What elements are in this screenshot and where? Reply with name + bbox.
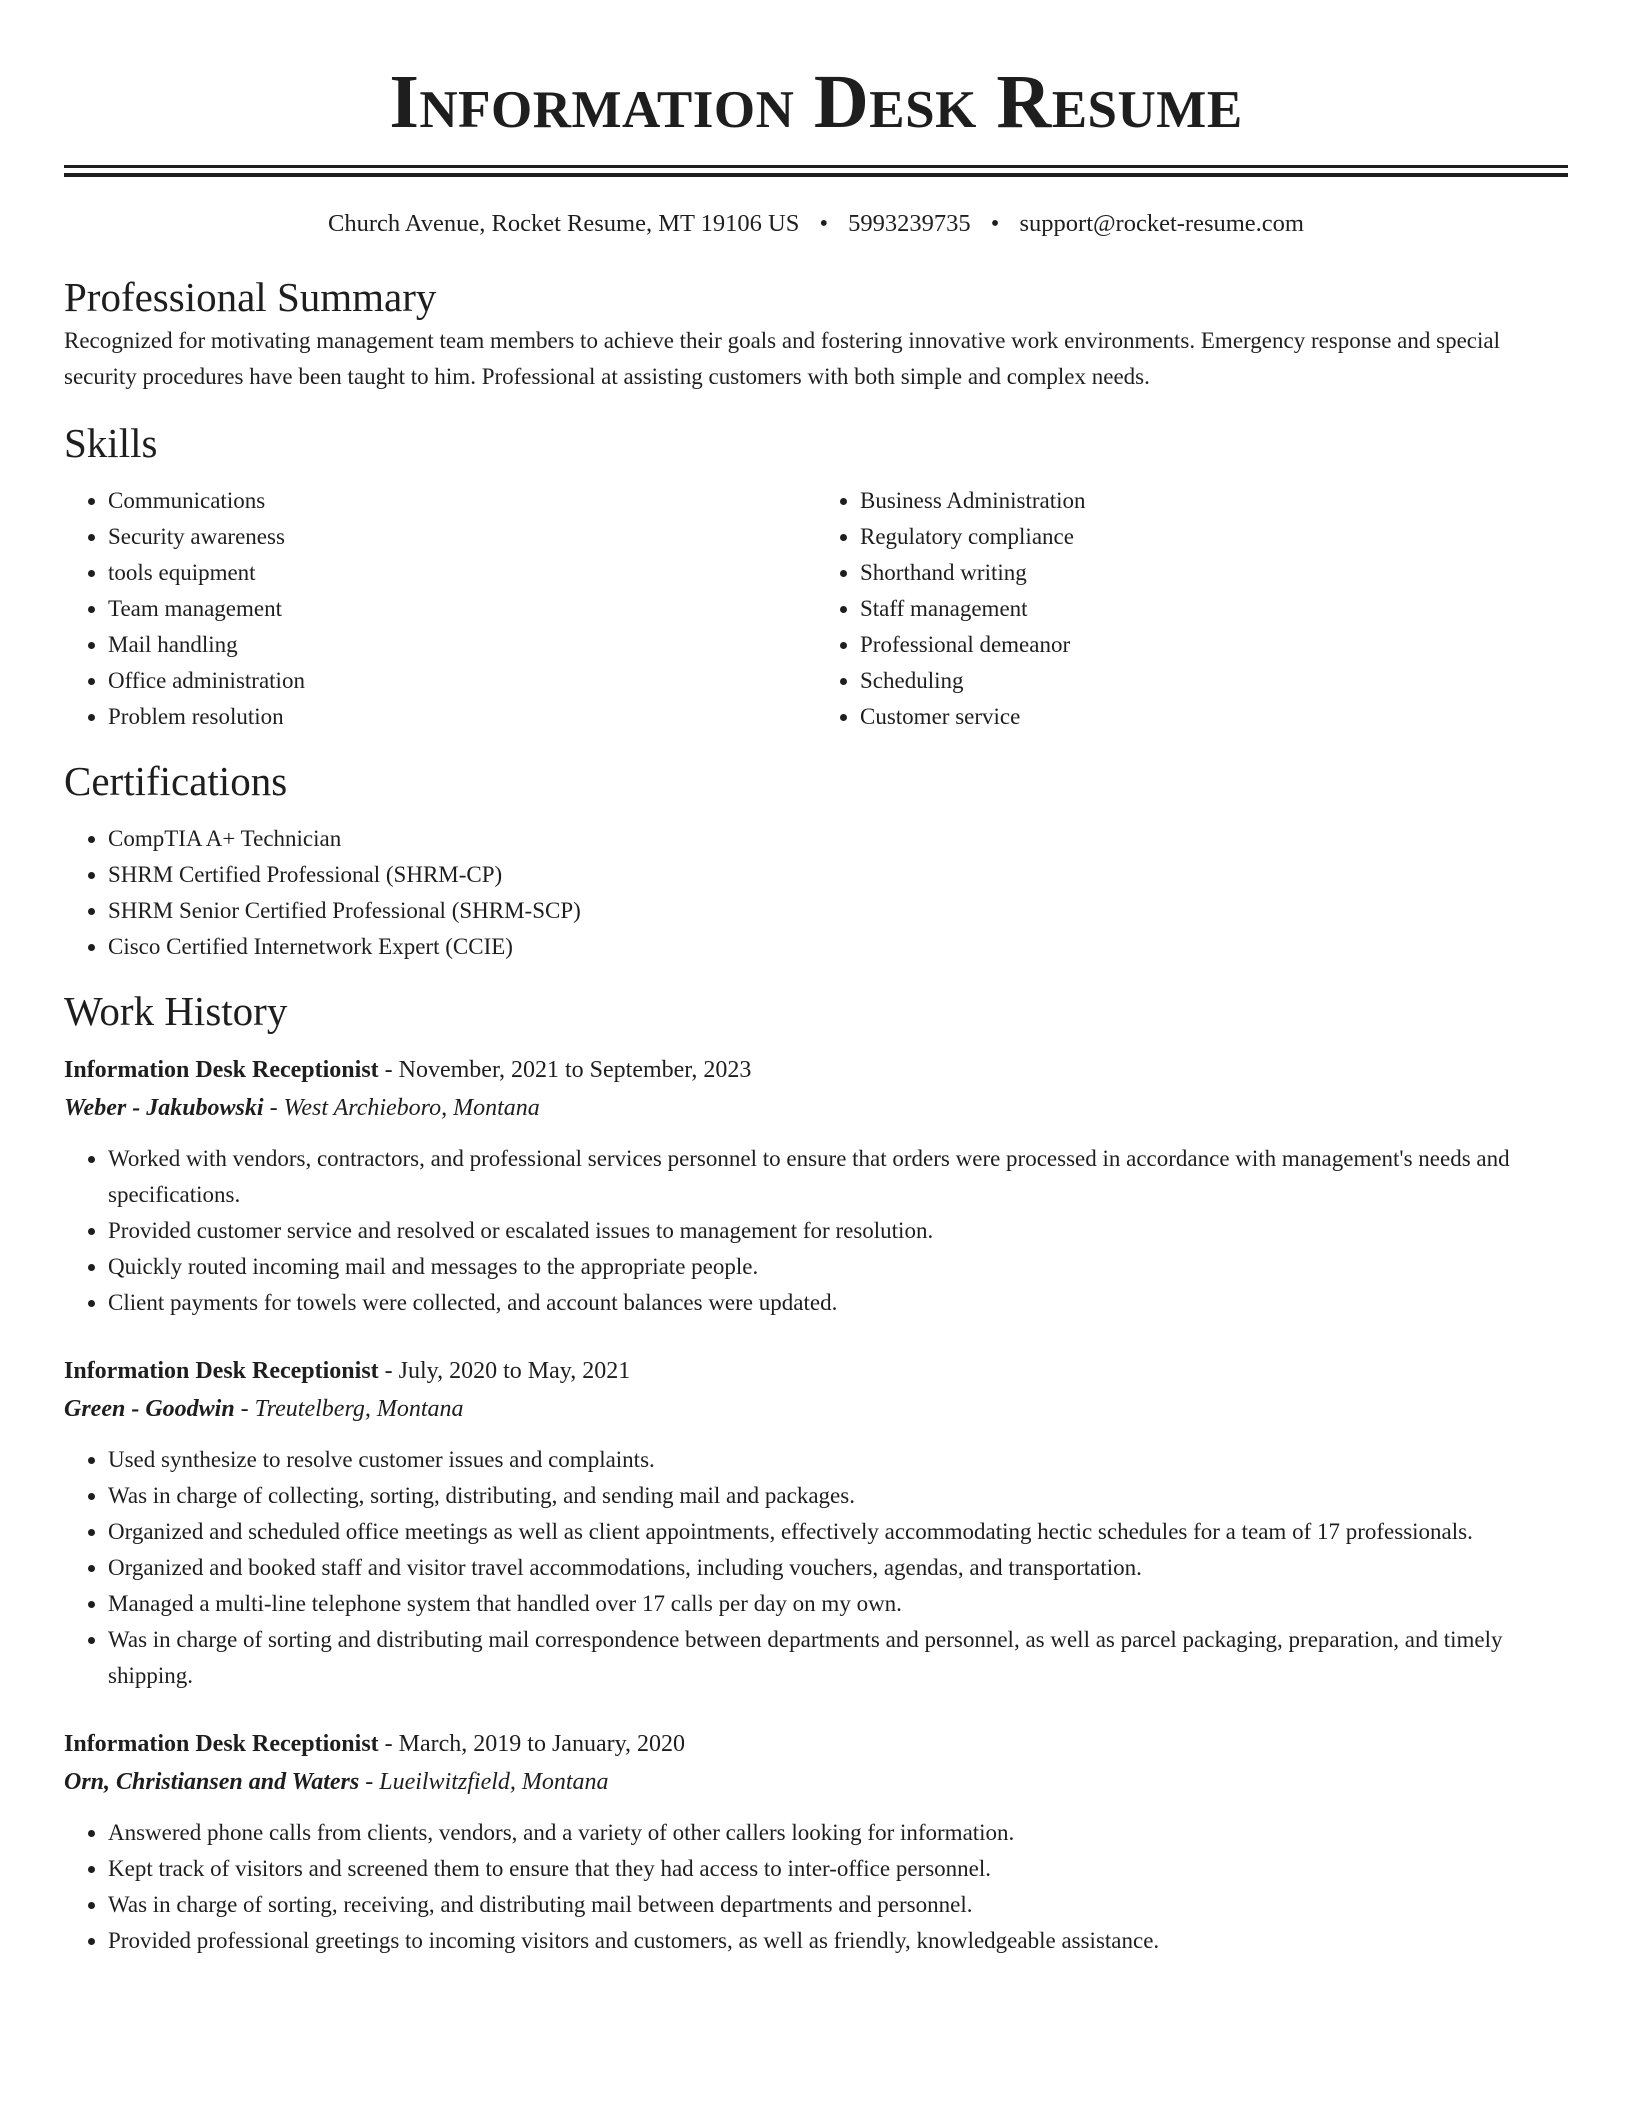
skill-item: • Business Administration: [860, 483, 1568, 519]
job-bullet: • Quickly routed incoming mail and messages to the appropriate people.: [108, 1249, 1568, 1285]
title-divider: [64, 165, 1568, 177]
job-bullet: • Was in charge of sorting, receiving, and distributing mail between departments and personnel.: [108, 1887, 1568, 1923]
skill-item: • Professional demeanor: [860, 627, 1568, 663]
skills-heading: Skills: [64, 420, 158, 466]
skill-item: • Team management: [108, 591, 816, 627]
job-company: Orn, Christiansen and Waters: [64, 1769, 360, 1795]
skills-list-left: [64, 483, 816, 735]
job-employer: Weber - Jakubowski - West Archieboro, Montana: [64, 1095, 540, 1121]
job-bullet: • Provided professional greetings to incoming visitors and customers, as well as friendly, knowledgeable assistance.: [108, 1923, 1568, 1959]
job-location: West Archieboro, Montana: [283, 1095, 540, 1121]
job-dates: July, 2020 to May, 2021: [398, 1358, 631, 1384]
job-location: Lueilwitzfield, Montana: [379, 1769, 609, 1795]
certifications-section: [64, 755, 1568, 965]
job-bullet: • Organized and booked staff and visitor travel accommodations, including vouchers, agendas, and transportation.: [108, 1550, 1568, 1586]
contact-separator: •: [819, 210, 829, 237]
skill-item: • tools equipment: [108, 555, 816, 591]
work-history-heading: Work History: [64, 988, 288, 1034]
summary-section: [64, 271, 1568, 395]
job-entry: [64, 1725, 1568, 1959]
job-header: Information Desk Receptionist - November, 2021 to September, 2023: [64, 1057, 752, 1083]
contact-line: [64, 207, 1568, 241]
certification-item: • SHRM Senior Certified Professional (SHRM-SCP): [108, 893, 1568, 929]
job-bullet: • Managed a multi-line telephone system that handled over 17 calls per day on my own.: [108, 1586, 1568, 1622]
certification-item: • Cisco Certified Internetwork Expert (CCIE): [108, 929, 1568, 965]
skill-item: • Security awareness: [108, 519, 816, 555]
skill-item: • Customer service: [860, 699, 1568, 735]
job-dates: November, 2021 to September, 2023: [398, 1057, 752, 1083]
skills-columns: [64, 483, 1568, 735]
job-bullets: [64, 1442, 1568, 1694]
skill-item: • Scheduling: [860, 663, 1568, 699]
summary-text: Recognized for motivating management team members to achieve their goals and fostering innovative work environments. Emergency response and special security procedures have been taught to him. Professional at assisting customers with both simple and complex needs.: [64, 328, 1500, 389]
job-bullet: • Client payments for towels were collected, and account balances were updated.: [108, 1285, 1568, 1321]
job-employer: Orn, Christiansen and Waters - Lueilwitzfield, Montana: [64, 1769, 609, 1795]
skills-section: [64, 417, 1568, 735]
skill-item: • Shorthand writing: [860, 555, 1568, 591]
job-bullet: • Organized and scheduled office meetings as well as client appointments, effectively accommodating hectic schedules for a team of 17 professionals.: [108, 1514, 1568, 1550]
work-history-section: [64, 985, 1568, 1959]
summary-heading: Professional Summary: [64, 274, 437, 320]
job-employer: Green - Goodwin - Treutelberg, Montana: [64, 1396, 464, 1422]
certifications-list: [64, 821, 1568, 965]
skill-item: • Staff management: [860, 591, 1568, 627]
job-bullets: [64, 1141, 1568, 1321]
job-title: Information Desk Receptionist: [64, 1731, 379, 1757]
job-bullet: • Worked with vendors, contractors, and professional services personnel to ensure that orders were processed in accordance with management's needs and specifications.: [108, 1141, 1568, 1213]
job-header: Information Desk Receptionist - March, 2019 to January, 2020: [64, 1731, 686, 1757]
job-bullet: • Used synthesize to resolve customer issues and complaints.: [108, 1442, 1568, 1478]
resume-title: Information Desk Resume: [389, 60, 1243, 144]
job-title: Information Desk Receptionist: [64, 1057, 379, 1083]
skill-item: • Regulatory compliance: [860, 519, 1568, 555]
job-company: Weber - Jakubowski: [64, 1095, 264, 1121]
job-title: Information Desk Receptionist: [64, 1358, 379, 1384]
job-dates: March, 2019 to January, 2020: [398, 1731, 686, 1757]
contact-email: support@rocket-resume.com: [1019, 210, 1304, 237]
skill-item: • Problem resolution: [108, 699, 816, 735]
skills-list-right: [816, 483, 1568, 735]
job-entry: [64, 1051, 1568, 1321]
job-bullet: • Answered phone calls from clients, vendors, and a variety of other callers looking for information.: [108, 1815, 1568, 1851]
job-bullet: • Provided customer service and resolved or escalated issues to management for resolution.: [108, 1213, 1568, 1249]
contact-address: Church Avenue, Rocket Resume, MT 19106 US: [327, 210, 800, 237]
job-bullet: • Was in charge of sorting and distributing mail correspondence between departments and personnel, as well as parcel packaging, preparation, and timely shipping.: [108, 1622, 1568, 1694]
certification-item: • SHRM Certified Professional (SHRM-CP): [108, 857, 1568, 893]
certification-item: • CompTIA A+ Technician: [108, 821, 1568, 857]
contact-phone: 5993239735: [848, 210, 971, 237]
job-bullets: [64, 1815, 1568, 1959]
job-company: Green - Goodwin: [64, 1396, 235, 1422]
job-entry: [64, 1352, 1568, 1694]
job-bullet: • Was in charge of collecting, sorting, distributing, and sending mail and packages.: [108, 1478, 1568, 1514]
job-bullet: • Kept track of visitors and screened them to ensure that they had access to inter-office personnel.: [108, 1851, 1568, 1887]
skill-item: • Communications: [108, 483, 816, 519]
skill-item: • Mail handling: [108, 627, 816, 663]
contact-separator: •: [990, 210, 1000, 237]
job-location: Treutelberg, Montana: [254, 1396, 464, 1422]
job-header: Information Desk Receptionist - July, 2020 to May, 2021: [64, 1358, 631, 1384]
skill-item: • Office administration: [108, 663, 816, 699]
certifications-heading: Certifications: [64, 758, 288, 804]
